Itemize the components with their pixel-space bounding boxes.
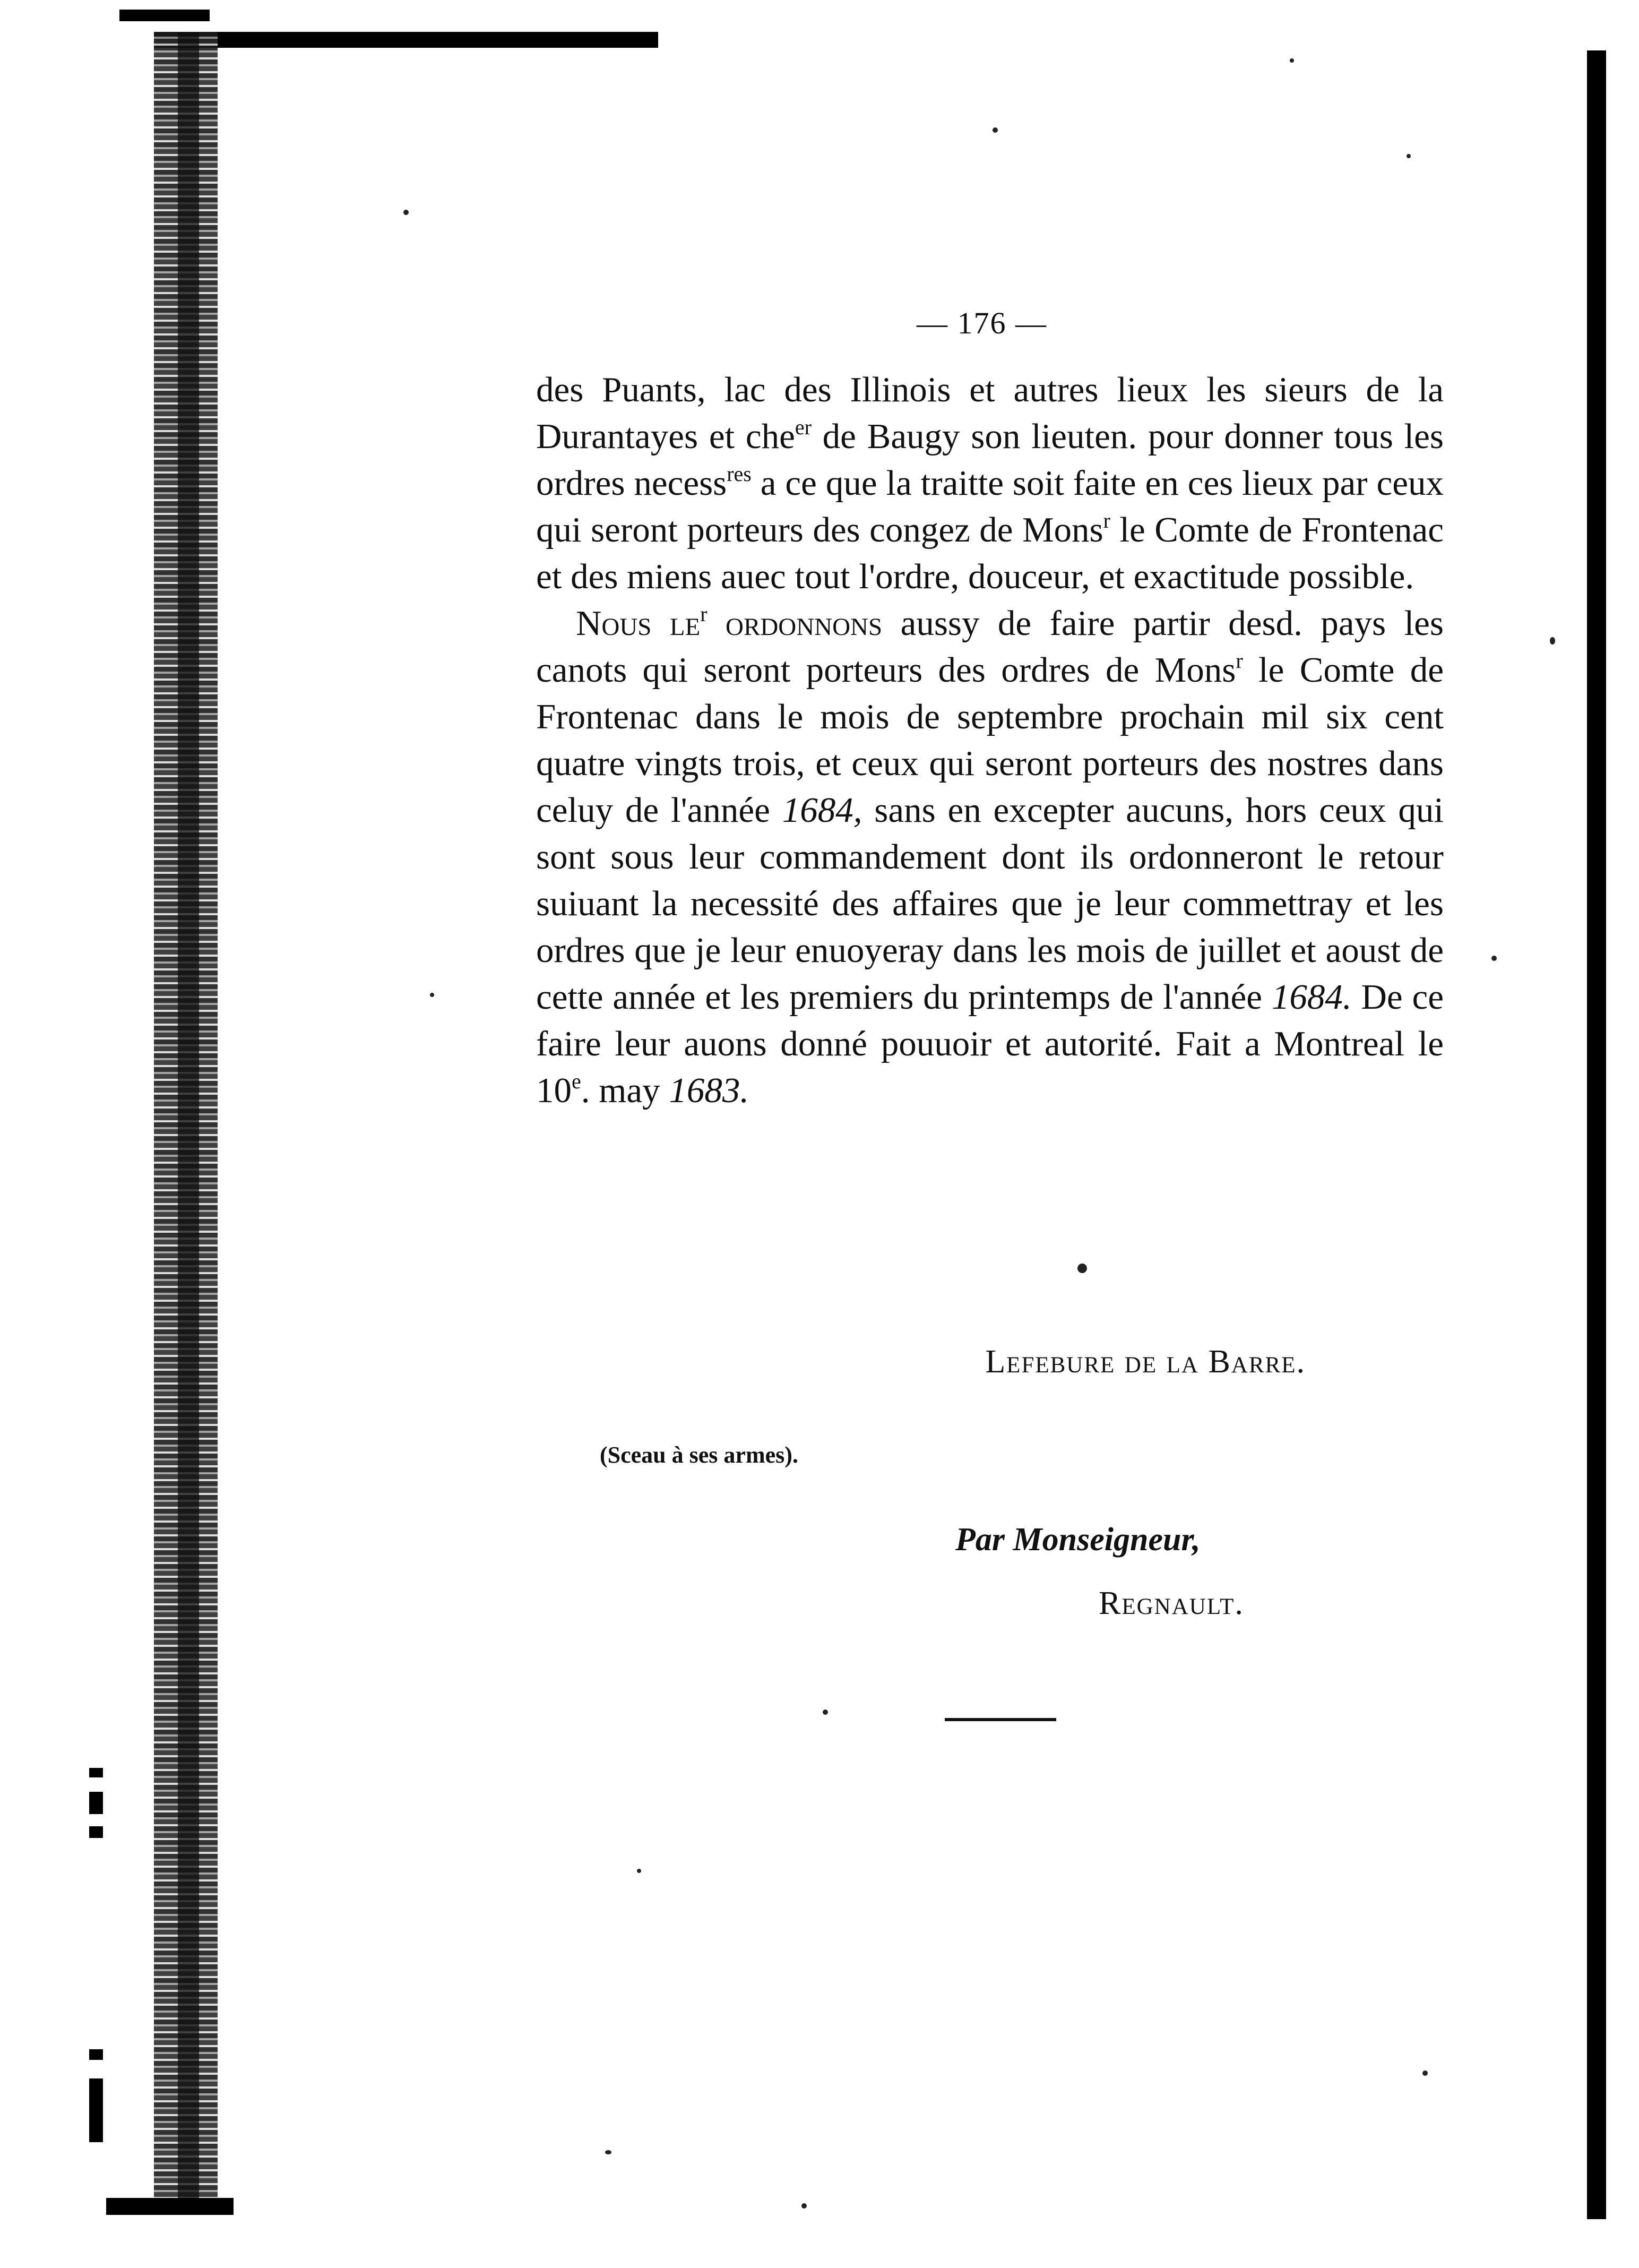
scan-speck: [1491, 956, 1497, 961]
scan-speck: [1422, 2071, 1428, 2076]
superscript: r: [700, 602, 708, 626]
paragraph-2-lead: ordonnons: [707, 604, 883, 643]
paragraph-2: [536, 600, 1444, 1114]
scan-edge-mark: [89, 1768, 103, 1777]
scan-bottom-rule: [106, 2198, 234, 2215]
scan-speck: [1290, 58, 1294, 63]
paragraph-1-text: le Comte de Frontenac et des miens auec tout l'ordre, douceur, et exactitude possible.: [536, 510, 1444, 596]
scan-right-border: [1587, 50, 1606, 2219]
italic-year: 1684.: [1271, 977, 1352, 1017]
superscript: r: [1103, 509, 1110, 532]
scan-edge-mark: [89, 1792, 103, 1814]
scan-speck: [993, 127, 998, 133]
superscript: res: [727, 462, 752, 486]
scan-speck: [1077, 1264, 1087, 1273]
superscript: er: [795, 415, 812, 439]
paragraph-1-text: des Puants, lac des Illinois et autres lieux les sieurs de la Durantayes et che: [536, 370, 1444, 456]
scan-speck: [637, 1869, 641, 1873]
seal-note: (Sceau à ses armes).: [600, 1442, 798, 1468]
signature-lefebure: Lefebure de la Barre.: [985, 1344, 1306, 1380]
superscript: r: [1236, 649, 1243, 673]
paragraph-2-text: De ce faire leur auons donné pouuoir et autorité. Fait a Montreal le 10: [536, 977, 1444, 1110]
paragraph-1: [536, 366, 1444, 600]
scan-top-rule: [154, 32, 658, 48]
end-rule: [945, 1718, 1056, 1721]
italic-year: 1683.: [669, 1071, 749, 1110]
scan-speck: [1407, 154, 1411, 158]
scan-edge-mark: [89, 2049, 103, 2060]
scan-speck: [823, 1709, 828, 1715]
secretary-signature: Regnault.: [1099, 1585, 1244, 1621]
italic-year: 1684,: [782, 791, 862, 830]
scan-speck: [1550, 637, 1555, 645]
paragraph-2-text: . may: [581, 1071, 669, 1110]
paragraph-2-text: sans en excepter aucuns, hors ceux qui sont sous leur commandement dont ils ordonneront le retour suiuant la necessité des affaires que je leur commettray et les ordres que je leur enuoyeray dans les mois de juillet et aoust de cette année et les premiers du printemps de l'année: [536, 791, 1444, 1017]
scan-speck: [403, 210, 409, 215]
paragraph-1-text: de Baugy son lieuten. pour donner tous les ordres necess: [536, 417, 1444, 503]
paragraph-1-text: a ce que la traitte soit faite en ces lieux par ceux qui seront porteurs des congez de Mons: [536, 463, 1444, 549]
page-number: — 176 —: [917, 306, 1047, 340]
scan-edge-mark: [89, 2078, 103, 2142]
scan-speck: [605, 2150, 611, 2154]
paragraph-2-text: le Comte de Frontenac dans le mois de septembre prochain mil six cent quatre vingts trois, et ceux qui seront porteurs des nostres dans celuy de l'année: [536, 650, 1444, 830]
scan-edge-mark: [89, 1826, 103, 1838]
scan-gutter-core: [178, 32, 199, 2214]
paragraph-2-text: aussy de faire partir desd. pays les canots qui seront porteurs des ordres de Mons: [536, 604, 1444, 690]
superscript: e: [572, 1069, 581, 1093]
scan-speck: [801, 2203, 807, 2209]
scan-speck: [430, 993, 434, 997]
letter-body: [536, 366, 1444, 1114]
scan-edge-mark: [119, 10, 210, 21]
par-monseigneur: Par Monseigneur,: [955, 1522, 1201, 1558]
paragraph-2-lead: Nous le: [576, 604, 701, 643]
